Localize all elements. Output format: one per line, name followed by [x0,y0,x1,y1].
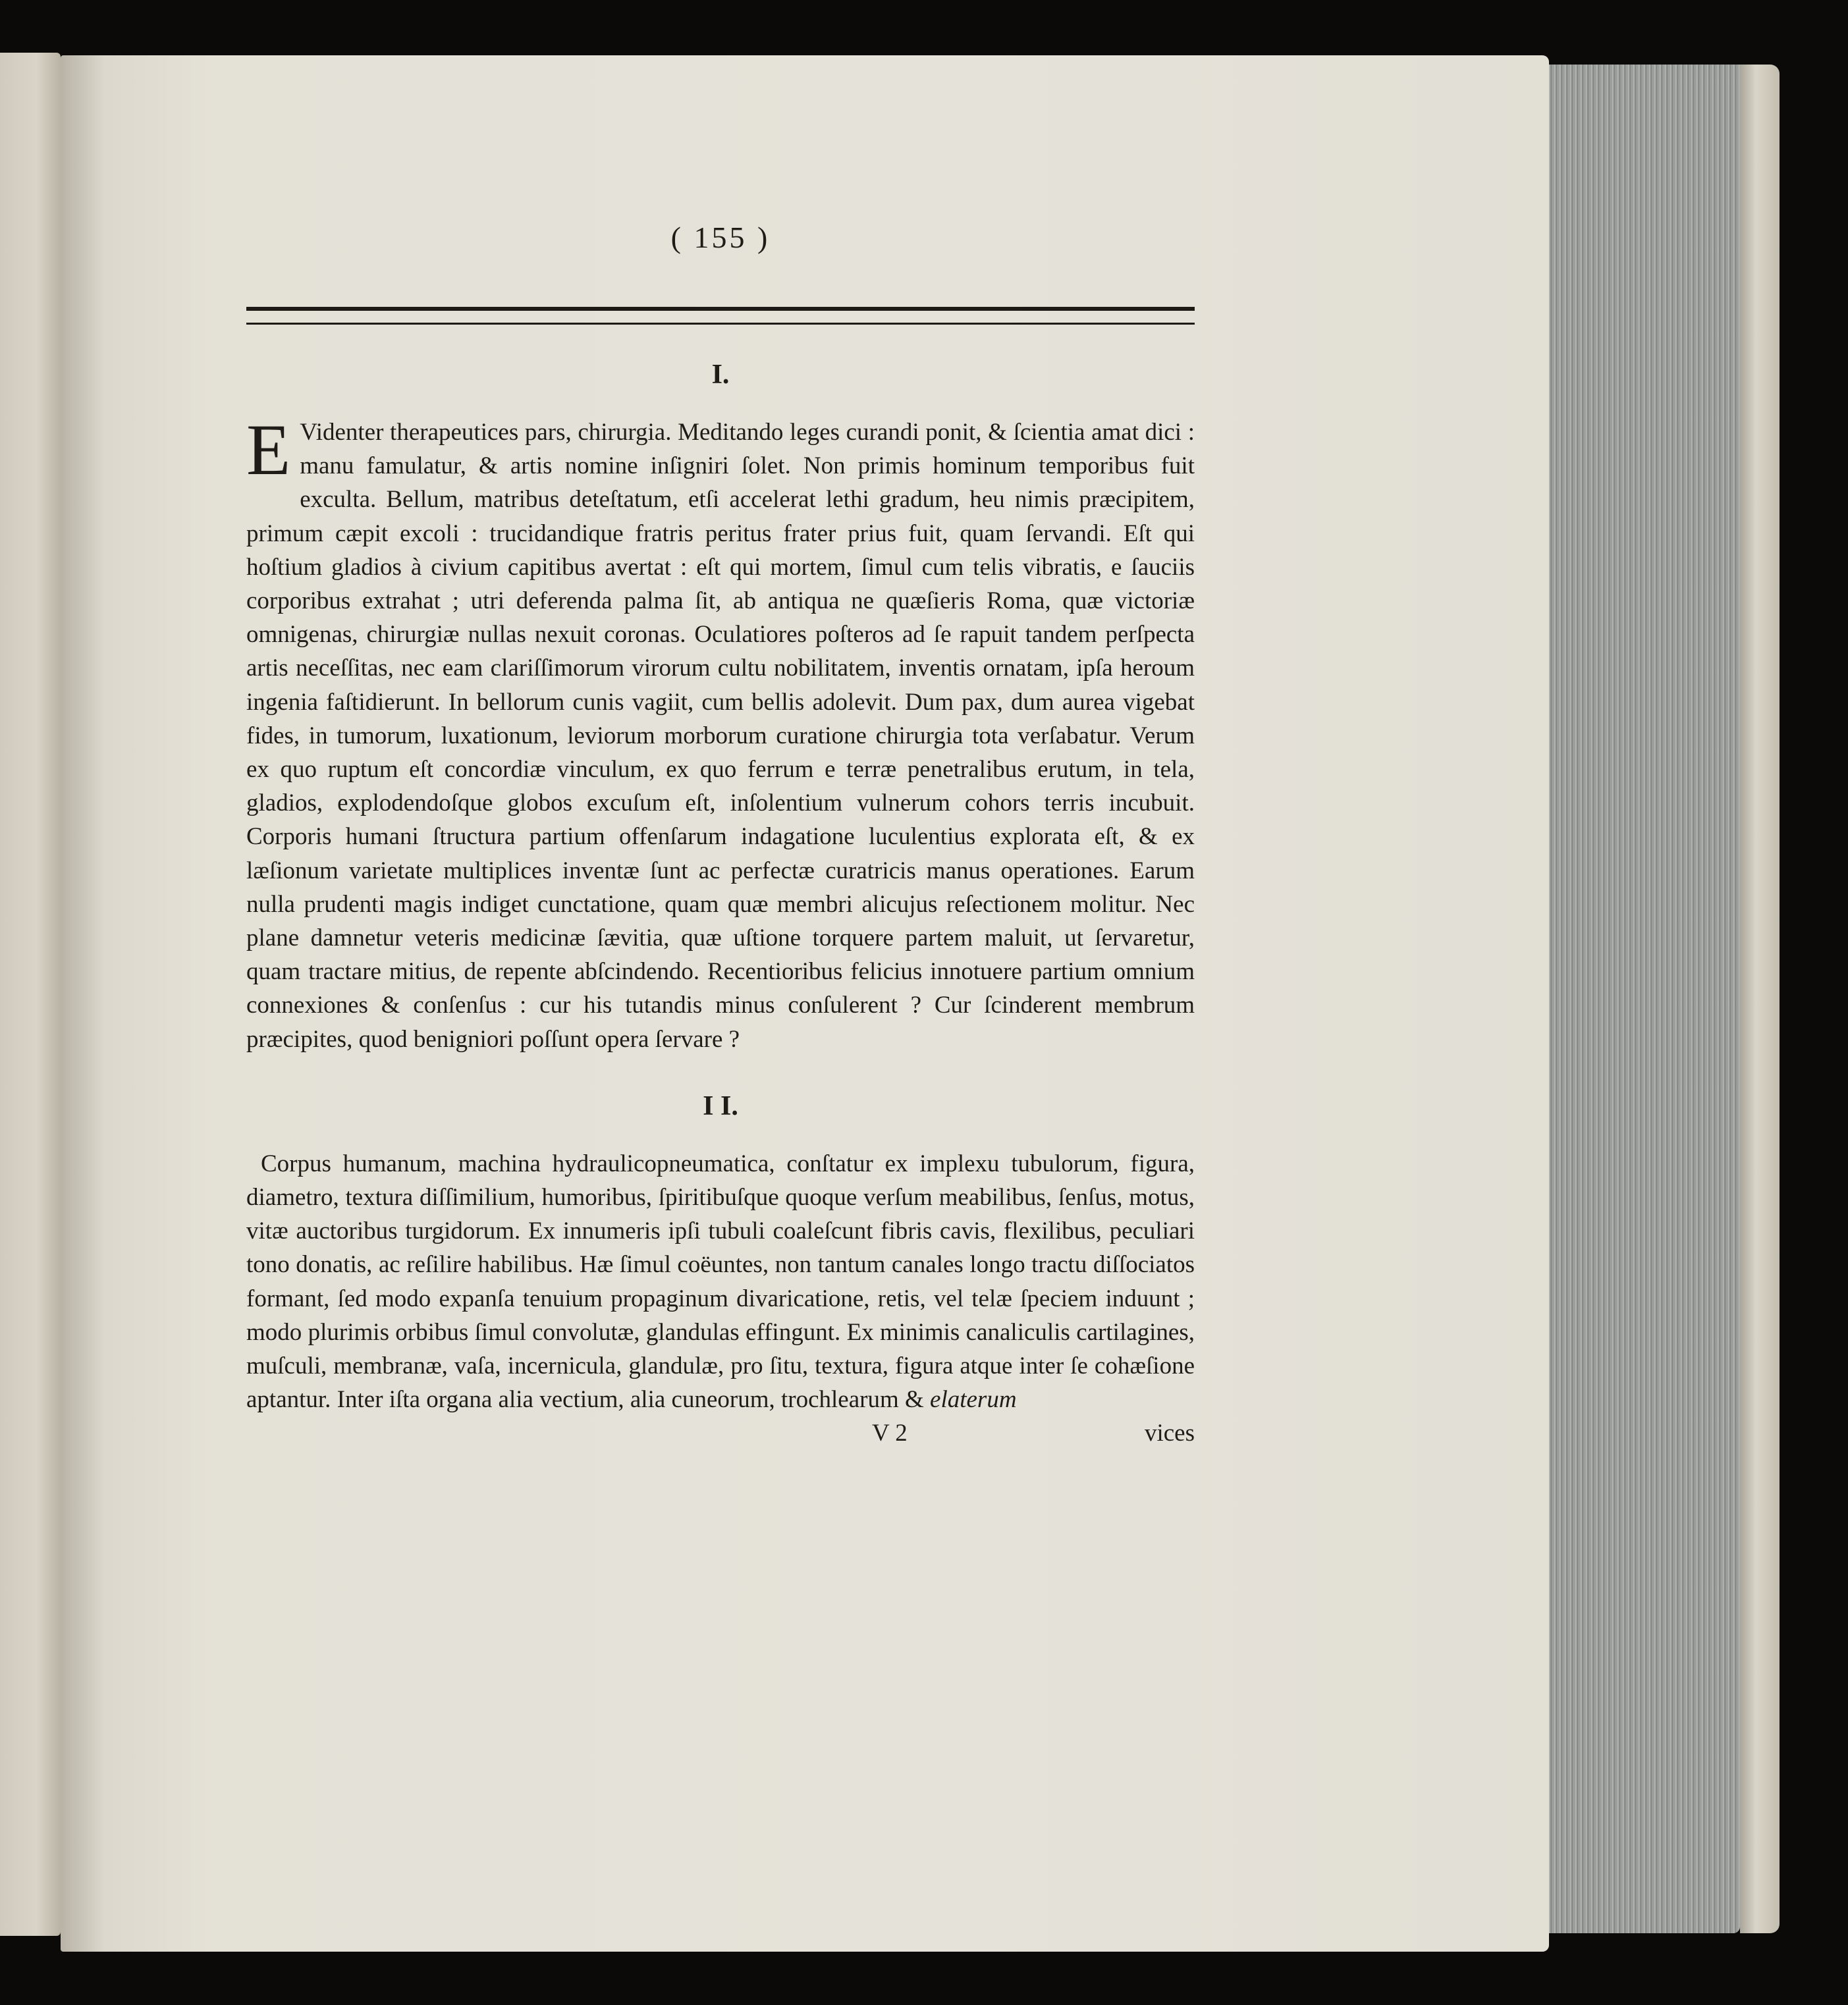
book-page [61,55,1549,1952]
signature-mark: V 2 [872,1420,908,1447]
section-heading-1: I. [711,360,730,390]
page-text-block [246,220,1195,1451]
section-2-text: Corpus humanum, machina hydraulicopneumatica, conſtatur ex implexu tubulorum, figura, diametro, textura diſſimilium, humoribus, ſpiritibuſque quoque verſum meabilibus, ſenſus, motus, vitæ auctoribus turgidorum. Ex innumeris ipſi tubuli coaleſcunt fibris cavis, flexilibus, peculiari tono donatis, ac reſilire habilibus. Hæ ſimul coëuntes, non tantum canales longo tractu diſſociatos formant, ſed modo expanſa tenuium propaginum divaricatione, retis, vel telæ ſpeciem induunt ; modo plurimis orbibus ſimul convolutæ, glandulas effingunt. Ex minimis canaliculis cartilagines, muſculi, membranæ, vaſa, incernicula, glandulæ, pro ſitu, textura, figura atque inter ſe cohæſione aptantur. Inter iſta organa alia vectium, alia cuneorum, trochlearum & [246,1150,1195,1414]
section-1-paragraph [246,410,1195,1056]
italic-word: elaterum [930,1386,1017,1414]
section-1-text: Videnter therapeutices pars, chirurgia. Meditando leges curandi ponit, & ſcientia amat dici : manu famulatur, & artis nomine inſigniri ſolet. Non primis hominum temporibus fuit exculta. Bellum, matribus deteſtatum, etſi accelerat lethi gradum, heu nimis præcipitem, primum cæpit excoli : trucidandique fratris peritus frater prius fuit, quam ſervandi. Eſt qui hoſtium gladios à civium capitibus avertat : eſt qui mortem, ſimul cum telis vibratis, e ſauciis corporibus extrahat ; utri deferenda palma ſit, ab antiqua ne quæſieris Roma, quæ victoriæ omnigenas, chirurgiæ nullas nexuit coronas. Oculatiores poſteros ad ſe rapuit tandem perſpecta artis neceſſitas, nec eam clariſſimorum virorum cultu nobilitatem, inventis ornatam, ipſa heroum ingenia faſtidierunt. In bellorum cunis vagiit, cum bellis adolevit. Dum pax, dum aurea vigebat fides, in tumorum, luxationum, leviorum morborum curatione chirurgia tota verſabatur. Verum ex quo ruptum eſt concordiæ vinculum, ex quo ferrum e terræ penetralibus erutum, in tela, gladios, explodendoſque globos excuſum eſt, inſolentium vulnerum cohors terris incubuit. Corporis humani ſtructura partium offenſarum indagatione luculentius explorata eſt, & ex læſionum varietate multiplices inventæ ſunt ac perfectæ curatricis manus operationes. Earum nulla prudenti magis indiget cunctatione, quam quæ membri alicujus reſectionem molitur. Nec plane damnetur veteris medicinæ ſævitia, quæ uſtione torquere partem maluit, ut ſervaretur, quam tractare mitius, de repente abſcindendo. Recentioribus felicius innotuere partium omnium connexiones & conſenſus : cur his tutandis minus conſulerent ? Cur ſcinderent membrum præcipites, quod benigniori poſſunt opera ſervare ? [246,419,1195,1053]
page-footer [246,1416,1195,1450]
facing-page-edge [0,53,61,1936]
page-number: ( 155 ) [670,221,771,254]
section-heading-2: I I. [703,1090,738,1121]
drop-cap: E [246,410,291,490]
catchword: vices [1144,1420,1195,1447]
page-stack-edges [1542,65,1740,1933]
section-2-paragraph [246,1147,1195,1417]
header-double-rule [246,307,1195,325]
